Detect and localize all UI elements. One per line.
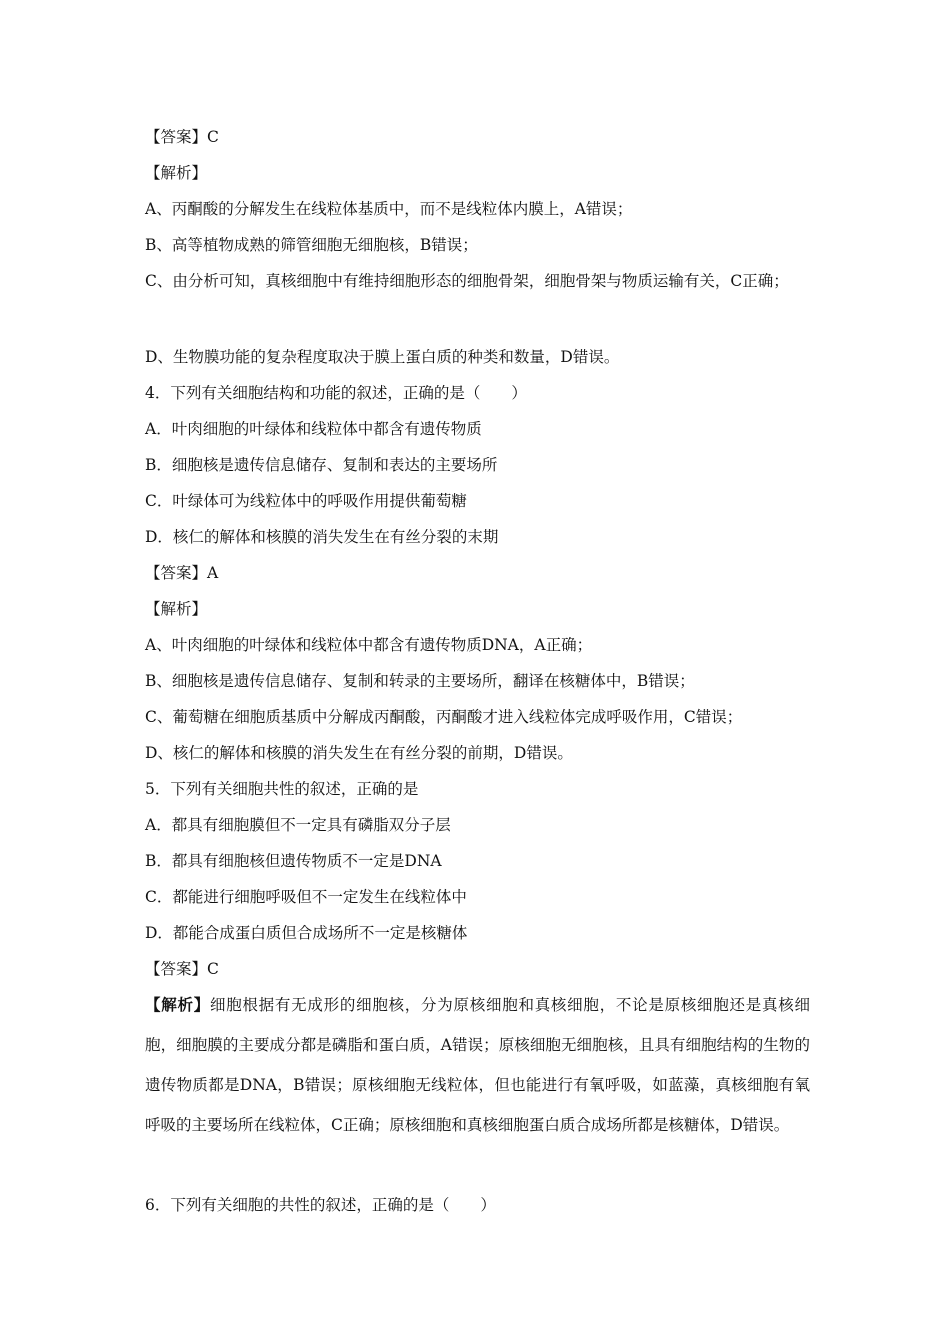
question-4-option-b: B．细胞核是遗传信息储存、复制和表达的主要场所: [145, 456, 498, 474]
answer-label-q3: 【答案】C: [145, 128, 219, 146]
question-4-stem: 4．下列有关细胞结构和功能的叙述，正确的是（ ）: [145, 384, 527, 402]
question-5-stem: 5．下列有关细胞共性的叙述，正确的是: [145, 780, 419, 798]
analysis-q3-a: A、丙酮酸的分解发生在线粒体基质中，而不是线粒体内膜上，A错误；: [145, 200, 633, 218]
analysis-label-q4: 【解析】: [145, 600, 208, 618]
question-5-option-a: A．都具有细胞膜但不一定具有磷脂双分子层: [145, 816, 451, 834]
analysis-q5-paragraph: [145, 985, 810, 1145]
analysis-q5-text: 细胞根据有无成形的细胞核，分为原核细胞和真核细胞，不论是原核细胞还是真核细胞，细胞膜的主要成分都是磷脂和蛋白质，A错误；原核细胞无细胞核，且具有细胞结构的生物的遗传物质都是DNA，B错误；原核细胞无线粒体，但也能进行有氧呼吸，如蓝藻，真核细胞有氧呼吸的主要场所在线粒体，C正确；原核细胞和真核细胞蛋白质合成场所都是核糖体，D错误。: [145, 996, 810, 1134]
question-4-option-d: D．核仁的解体和核膜的消失发生在有丝分裂的末期: [145, 528, 499, 546]
analysis-label-q5: 【解析】: [145, 995, 210, 1014]
analysis-q4-c: C、葡萄糖在细胞质基质中分解成丙酮酸，丙酮酸才进入线粒体完成呼吸作用，C错误；: [145, 708, 743, 726]
analysis-q3-d: D、生物膜功能的复杂程度取决于膜上蛋白质的种类和数量，D错误。: [145, 348, 620, 366]
analysis-q4-b: B、细胞核是遗传信息储存、复制和转录的主要场所，翻译在核糖体中，B错误；: [145, 672, 695, 690]
question-4-option-a: A．叶肉细胞的叶绿体和线粒体中都含有遗传物质: [145, 420, 482, 438]
answer-label-q4: 【答案】A: [145, 564, 219, 582]
question-4-option-c: C．叶绿体可为线粒体中的呼吸作用提供葡萄糖: [145, 492, 467, 510]
analysis-q4-a: A、叶肉细胞的叶绿体和线粒体中都含有遗传物质DNA，A正确；: [145, 636, 593, 654]
analysis-label-q3: 【解析】: [145, 164, 208, 182]
question-5-option-b: B．都具有细胞核但遗传物质不一定是DNA: [145, 852, 442, 870]
question-5-option-d: D．都能合成蛋白质但合成场所不一定是核糖体: [145, 924, 468, 942]
question-5-option-c: C．都能进行细胞呼吸但不一定发生在线粒体中: [145, 888, 467, 906]
analysis-q3-b: B、高等植物成熟的筛管细胞无细胞核，B错误；: [145, 236, 478, 254]
answer-label-q5: 【答案】C: [145, 960, 219, 978]
analysis-q3-c: C、由分析可知，真核细胞中有维持细胞形态的细胞骨架，细胞骨架与物质运输有关，C正确；: [145, 272, 789, 290]
analysis-q4-d: D、核仁的解体和核膜的消失发生在有丝分裂的前期，D错误。: [145, 744, 573, 762]
question-6-stem: 6．下列有关细胞的共性的叙述，正确的是（ ）: [145, 1196, 496, 1214]
